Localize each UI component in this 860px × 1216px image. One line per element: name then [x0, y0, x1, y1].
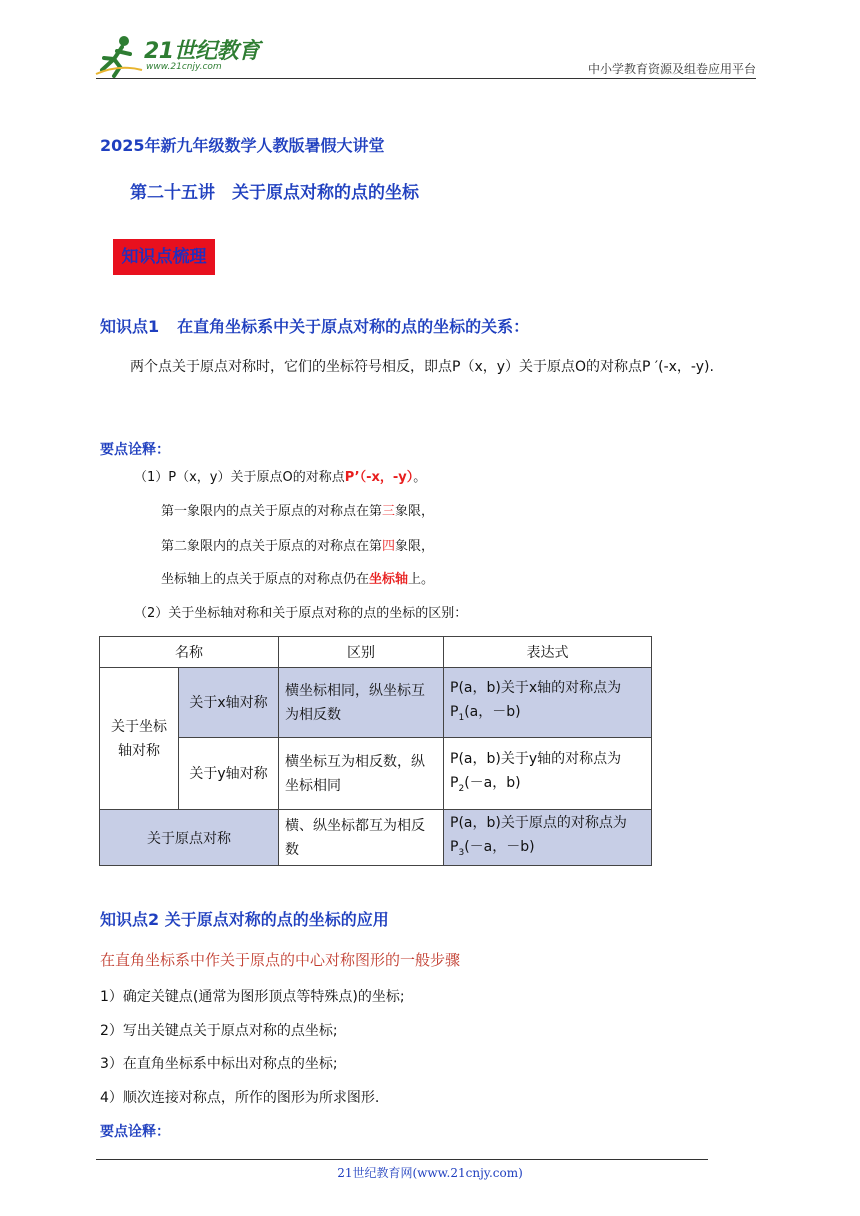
table-header-cell: 区别 [279, 637, 444, 668]
note1-heading: 要点诠释： [100, 442, 170, 458]
note1-line1-highlight: P’（-x，-y） [344, 470, 414, 485]
note1-axis: 坐标轴上的点关于原点的对称点仍在坐标轴上。 [161, 572, 435, 587]
table-header-row [100, 637, 652, 668]
table-header-cell: 表达式 [444, 637, 652, 668]
logo [94, 34, 264, 78]
step-item: 2）写出关键点关于原点对称的点坐标; [100, 1023, 338, 1039]
step-item: 3）在直角坐标系中标出对称点的坐标; [100, 1056, 338, 1072]
table-header-cell: 名称 [100, 637, 279, 668]
kp1-title: 在直角坐标系中关于原点对称的点的坐标的关系： [177, 317, 530, 336]
lecture-title: 第二十五讲 关于原点对称的点的坐标 [130, 183, 419, 203]
note1-line1: （1）P（x，y）关于原点O的对称点P’（-x，-y）。 [134, 470, 427, 485]
table-cell: 关于y轴对称 [179, 738, 279, 810]
table-cell: 横坐标相同，纵坐标互为相反数 [279, 668, 444, 738]
table-cell: P(a，b)关于y轴的对称点为 $P_2(-a$，b) [444, 738, 652, 810]
footer-divider [96, 1159, 708, 1160]
kp1-heading [100, 314, 529, 337]
note1-line2: （2）关于坐标轴对称和关于原点对称的点的坐标的区别： [134, 606, 468, 621]
step-item: 1）确定关键点(通常为图形顶点等特殊点)的坐标; [100, 989, 405, 1005]
header-platform-text: 中小学教育资源及组卷应用平台 [587, 62, 756, 76]
table-row [100, 738, 652, 810]
note1-quadrant2: 第二象限内的点关于原点的对称点在第四象限， [161, 539, 435, 554]
kp1-label: 知识点1 [100, 317, 160, 336]
document-title: 2025年新九年级数学人教版暑假大讲堂 [100, 136, 385, 155]
table-cell: P(a，b)关于x轴的对称点为 $P_1(a$，－b) [444, 668, 652, 738]
kp2-heading: 知识点2 关于原点对称的点的坐标的应用 [100, 910, 389, 929]
table-row [100, 810, 652, 866]
logo-url: www.21cnjy.com [146, 62, 222, 72]
comparison-table [99, 636, 652, 866]
group-label-cell: 关于坐标轴对称 [100, 668, 179, 810]
table-row [100, 668, 652, 738]
runner-logo-icon [94, 34, 144, 78]
table-cell: P(a，b)关于原点的对称点为 $P_3(-a$，－b) [444, 810, 652, 866]
note1-quadrant1: 第一象限内的点关于原点的对称点在第三象限， [161, 504, 435, 519]
logo-text: 21世纪教育 [144, 39, 260, 64]
header-divider [96, 78, 756, 79]
table-cell: 关于原点对称 [100, 810, 279, 866]
kp1-paragraph: 两个点关于原点对称时，它们的坐标符号相反，即点P（x，y）关于原点O的对称点P ′(-x，-y). [130, 359, 714, 375]
table-cell: 横坐标互为相反数，纵坐标相同 [279, 738, 444, 810]
steps-title: 在直角坐标系中作关于原点的中心对称图形的一般步骤 [100, 951, 461, 969]
note2-heading: 要点诠释： [100, 1124, 170, 1140]
table-cell: 关于x轴对称 [179, 668, 279, 738]
section-badge: 知识点梳理 [113, 239, 215, 275]
footer-text: 21世纪教育网(www.21cnjy.com) [337, 1166, 523, 1180]
table-cell: 横、纵坐标都互为相反数 [279, 810, 444, 866]
step-item: 4）顺次连接对称点，所作的图形为所求图形. [100, 1090, 380, 1106]
